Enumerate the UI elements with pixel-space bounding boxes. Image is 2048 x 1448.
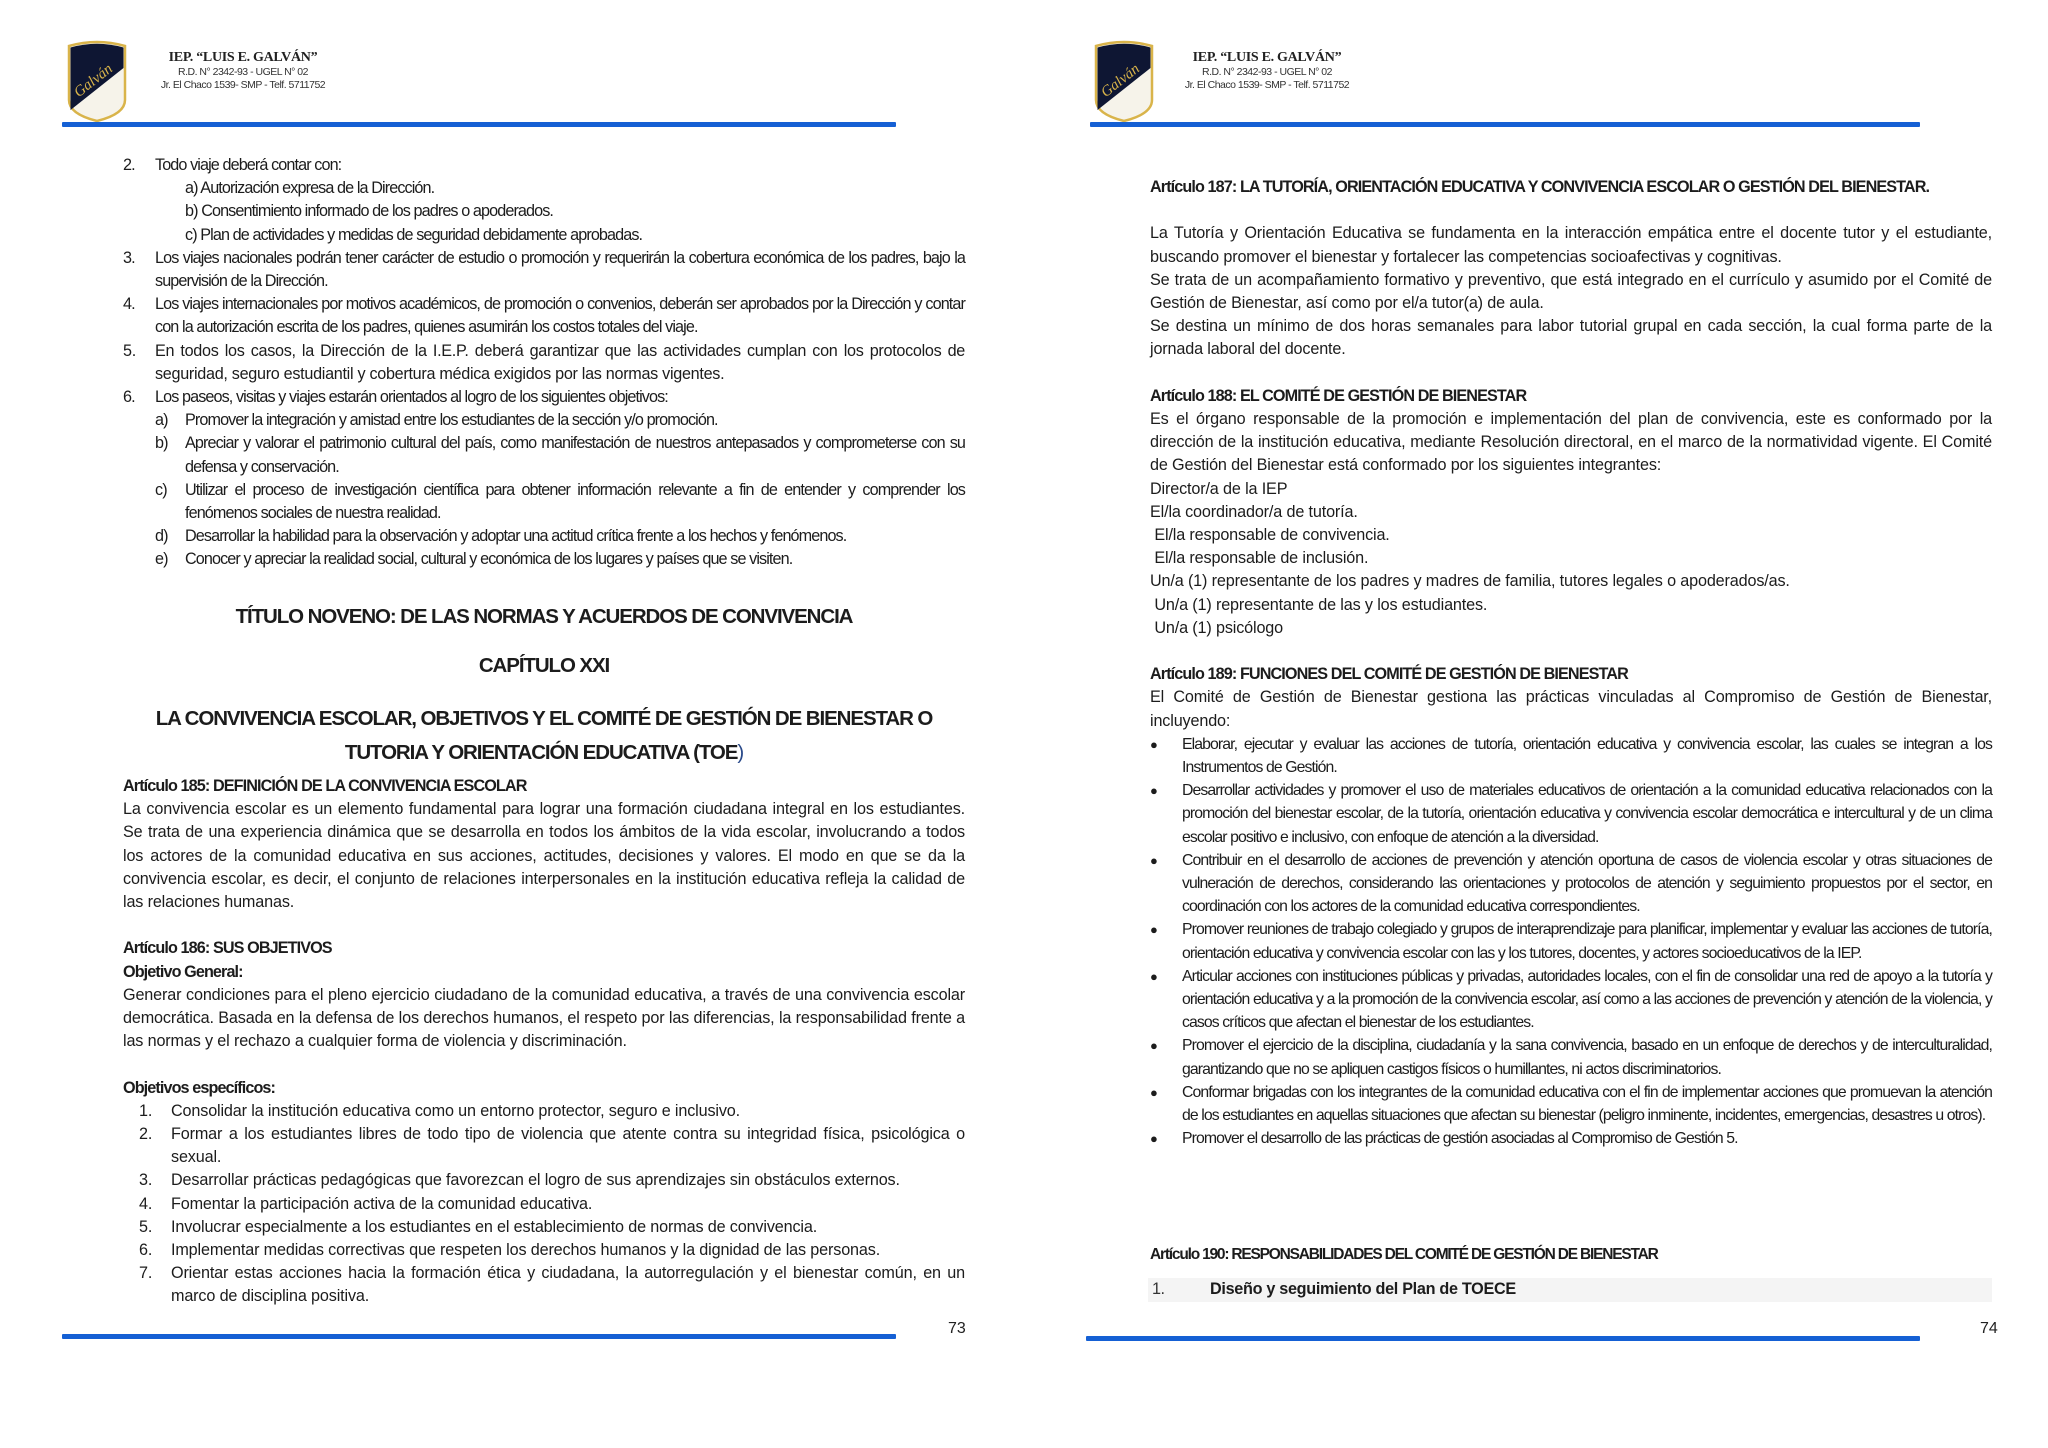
member-item: Director/a de la IEP xyxy=(1150,479,1288,498)
sub-item: b) Consentimiento informado de los padres o apoderados. xyxy=(185,202,554,221)
list-item: 5. En todos los casos, la Dirección de la I.E.P. deberá garantizar que las actividades cumplan con los protocolos de seguridad, seguro estudiantil y cobertura médica exigidos por las normas vigentes. xyxy=(123,341,965,383)
list-item: 3. Los viajes nacionales podrán tener carácter de estudio o promoción y requerirán la cobertura económica de los padres, bajo la supervisión de la Dirección. xyxy=(123,248,965,291)
header-text-block xyxy=(1157,50,1377,92)
article-188-heading: Artículo 188: EL COMITÉ DE GESTIÓN DE BIENESTAR xyxy=(1150,386,1527,405)
article-187-heading: Artículo 187: LA TUTORÍA, ORIENTACIÓN EDUCATIVA Y CONVIVENCIA ESCOLAR O GESTIÓN DEL BIENESTAR. xyxy=(1150,178,1930,196)
article-189-heading: Artículo 189: FUNCIONES DEL COMITÉ DE GESTIÓN DE BIENESTAR xyxy=(1150,665,1628,684)
articles-185-186 xyxy=(123,775,965,1309)
school-address: Jr. El Chaco 1539- SMP - Telf. 5711752 xyxy=(1184,79,1350,91)
article-186-heading: Artículo 186: SUS OBJETIVOS xyxy=(123,939,332,958)
specific-objectives-label: Objetivos específicos: xyxy=(123,1078,276,1097)
bullet-item: ● Articular acciones con instituciones públicas y privadas, autoridades locales, con el fin de consolidar una red de apoyo a la tutoría y orientación educativa y a la promoción de la convivencia escolar, así como a las acciones de prevención y atención de la violencia, y casos críticos que afectan el bienestar de los estudiantes. xyxy=(1150,965,1992,1035)
member-item: El/la responsable de inclusión. xyxy=(1150,549,1369,568)
general-objective-label: Objetivo General: xyxy=(123,962,243,981)
bullet-icon: ● xyxy=(1150,1131,1157,1147)
sub-item: c) Plan de actividades y medidas de seguridad debidamente aprobadas. xyxy=(185,225,643,244)
bullet-item: ● Conformar brigadas con los integrantes de la comunidad educativa con el fin de implementar acciones que promuevan la atención de los estudiantes en aquellas situaciones que afectan su bienestar (peligro inminente, incidentes, emergencias, desastres u otros). xyxy=(1150,1081,1992,1127)
objective-item: e) Conocer y apreciar la realidad social, cultural y económica de los lugares y países que se visiten. xyxy=(155,550,793,569)
article-185-heading: Artículo 185: DEFINICIÓN DE LA CONVIVENCIA ESCOLAR xyxy=(123,777,527,795)
objective-item: b) Apreciar y valorar el patrimonio cultural del país, como manifestación de nuestros antepasados y comprometerse con su defensa y conservación. xyxy=(155,434,965,476)
article-187-para: Se destina un mínimo de dos horas semanales para labor tutorial grupal en cada sección, la cual forma parte de la jornada laboral del docente. xyxy=(1150,317,1992,359)
objective-item: a) Promover la integración y amistad entre los estudiantes de la sección y/o promoción. xyxy=(155,411,718,430)
member-item: Un/a (1) representante de los padres y madres de familia, tutores legales o apoderados/as. xyxy=(1150,572,1790,591)
page-number: 74 xyxy=(1980,1320,1998,1337)
list-item: 3. Desarrollar prácticas pedagógicas que favorezcan el logro de sus aprendizajes sin obstáculos externos. xyxy=(139,1171,900,1190)
school-name: IEP. “LUIS E. GALVÁN” xyxy=(168,50,318,65)
svg-text:Galván: Galván xyxy=(1098,60,1143,101)
school-crest-logo xyxy=(66,38,128,122)
bullet-item: ● Elaborar, ejecutar y evaluar las acciones de tutoría, orientación educativa y convivencia escolar, las cuales se integran a los Instrumentos de Gestión. xyxy=(1150,733,1992,779)
article-190-item: 1. Diseño y seguimiento del Plan de TOECE xyxy=(1148,1278,1992,1302)
school-address: Jr. El Chaco 1539- SMP - Telf. 5711752 xyxy=(160,79,326,91)
bullet-item: ● Promover el ejercicio de la disciplina, ciudadanía y la sana convivencia, basado en un enfoque de derechos y de interculturalidad, garantizando que no se apliquen castigos físicos o humillantes, ni actos discriminatorios. xyxy=(1150,1034,1992,1080)
member-item: Un/a (1) representante de las y los estudiantes. xyxy=(1150,595,1488,614)
article-188-text: Es el órgano responsable de la promoción e implementación del plan de convivencia, este es conformado por la dirección de la institución educativa, mediante Resolución directoral, en el marco de la normatividad vigente. El Comité de Gestión del Bienestar está conformado por los siguientes integrantes: xyxy=(1150,410,1992,475)
school-registration: R.D. N° 2342-93 - UGEL N° 02 xyxy=(178,66,308,78)
list-item: 6. Implementar medidas correctivas que respeten los derechos humanos y la dignidad de las personas. xyxy=(139,1241,881,1260)
member-item: Un/a (1) psicólogo xyxy=(1150,618,1284,637)
bullet-icon: ● xyxy=(1150,852,1157,868)
school-registration: R.D. N° 2342-93 - UGEL N° 02 xyxy=(1202,66,1332,78)
bullet-icon: ● xyxy=(1150,1084,1157,1100)
bullet-icon: ● xyxy=(1150,783,1157,799)
article-189-intro: El Comité de Gestión de Bienestar gestiona las prácticas vinculadas al Compromiso de Gestión de Bienestar, incluyendo: xyxy=(1150,688,1992,730)
bullet-icon: ● xyxy=(1150,922,1157,938)
chapter-title: LA CONVIVENCIA ESCOLAR, OBJETIVOS Y EL COMITÉ DE GESTIÓN DE BIENESTAR O TUTORIA Y ORIENTACIÓN EDUCATIVA (TOE) xyxy=(155,707,933,764)
sub-item: a) Autorización expresa de la Dirección. xyxy=(185,179,435,198)
list-item: 7. Orientar estas acciones hacia la formación ética y ciudadana, la autorregulación y el bienestar común, en un marco de disciplina positiva. xyxy=(139,1264,965,1306)
objective-item: d) Desarrollar la habilidad para la observación y adoptar una actitud crítica frente a los hechos y fenómenos. xyxy=(155,527,847,546)
list-item: 4. Los viajes internacionales por motivos académicos, de promoción o convenios, deberán ser aprobados por la Dirección y contar con la autorización escrita de los padres, quienes asumirán los costos totales del viaje. xyxy=(123,295,965,337)
article-190-heading: Artículo 190: RESPONSABILIDADES DEL COMITÉ DE GESTIÓN DE BIENESTAR xyxy=(1150,1246,1658,1263)
bullet-icon: ● xyxy=(1150,1038,1157,1054)
bullet-item: ● Contribuir en el desarrollo de acciones de prevención y atención oportuna de casos de violencia escolar y otras situaciones de vulneración de derechos, considerando las orientaciones y protocolos de atención y seguimiento propuestos por el sector, en coordinación con los actores de la comunidad educativa correspondientes. xyxy=(1150,849,1992,919)
chapter-number: CAPÍTULO XXI xyxy=(478,654,610,677)
header-rule xyxy=(1090,122,1920,127)
article-185-text: La convivencia escolar es un elemento fundamental para lograr una formación ciudadana integral en los estudiantes. Se trata de una experiencia dinámica que se desarrolla en todos los ámbitos de la vida escolar, involucrando a todos los actores de la comunidad educativa en sus acciones, actitudes, decisiones y valores. El modo en que se da la convivencia escolar, es decir, el conjunto de relaciones interpersonales en la institución educativa refleja la calidad de las relaciones humanas. xyxy=(123,800,965,912)
header-rule xyxy=(62,122,896,127)
list-item: 4. Fomentar la participación activa de la comunidad educativa. xyxy=(139,1194,593,1213)
list-item: 5. Involucrar especialmente a los estudiantes en el establecimiento de normas de convivencia. xyxy=(139,1217,818,1236)
page-74 xyxy=(1024,0,2048,1448)
svg-text:Galván: Galván xyxy=(71,60,116,101)
list-item: 6. Los paseos, visitas y viajes estarán orientados al logro de los siguientes objetivos: xyxy=(123,388,668,407)
functions-list xyxy=(1150,733,1992,1151)
bullet-item: ● Promover el desarrollo de las prácticas de gestión asociadas al Compromiso de Gestión 5. xyxy=(1150,1127,1992,1150)
bullet-icon: ● xyxy=(1150,736,1157,752)
general-objective-text: Generar condiciones para el pleno ejercicio ciudadano de la comunidad educativa, a través de una convivencia escolar democrática. Basada en la defensa de los derechos humanos, el respeto por las diferencias, la responsabilidad frente a las normas y el rechazo a cualquier forma de violencia y discriminación. xyxy=(123,985,965,1051)
list-item: 2. Todo viaje deberá contar con: xyxy=(123,156,342,174)
footer-rule xyxy=(62,1334,896,1339)
list-item: 1. Consolidar la institución educativa como un entorno protector, seguro e inclusivo. xyxy=(139,1101,740,1120)
objective-item: c) Utilizar el proceso de investigación científica para obtener información relevante a fin de entender y comprender los fenómenos sociales de nuestra realidad. xyxy=(155,480,965,523)
member-item: El/la responsable de convivencia. xyxy=(1150,526,1390,545)
article-187-para: La Tutoría y Orientación Educativa se fundamenta en la interacción empática entre el docente tutor y el estudiante, buscando promover el bienestar y fortalecer las competencias socioafectivas y cognitivas. xyxy=(1150,224,1992,266)
articles-187-189 xyxy=(1150,176,1992,1150)
footer-rule xyxy=(1086,1336,1920,1341)
school-crest-logo xyxy=(1093,38,1155,122)
title-noveno: TÍTULO NOVENO: DE LAS NORMAS Y ACUERDOS DE CONVIVENCIA xyxy=(235,605,853,628)
member-item: El/la coordinador/a de tutoría. xyxy=(1150,502,1358,521)
page-number: 73 xyxy=(948,1320,966,1337)
travel-list xyxy=(123,154,965,572)
bullet-item: ● Desarrollar actividades y promover el uso de materiales educativos de orientación a la comunidad educativa relacionados con la promoción del bienestar escolar, de la tutoría, orientación educativa y convivencia escolar democrática e intercultural y de un clima escolar positivo e inclusivo, con enfoque de atención a la diversidad. xyxy=(1150,779,1992,849)
list-item: 2. Formar a los estudiantes libres de todo tipo de violencia que atente contra su integridad física, psicológica o sexual. xyxy=(139,1125,965,1167)
bullet-icon: ● xyxy=(1150,968,1157,984)
header-text-block xyxy=(133,50,353,92)
school-name: IEP. “LUIS E. GALVÁN” xyxy=(1192,50,1342,65)
bullet-item: ● Promover reuniones de trabajo colegiado y grupos de interaprendizaje para planificar, implementar y evaluar las acciones de tutoría, orientación educativa y convivencia escolar con las y los tutores, docentes, y actores socioeducativos de la IEP. xyxy=(1150,918,1992,964)
article-187-para: Se trata de un acompañamiento formativo y preventivo, que está integrado en el currículo y asumido por el Comité de Gestión de Bienestar, así como por el/a tutor(a) de aula. xyxy=(1150,270,1992,312)
